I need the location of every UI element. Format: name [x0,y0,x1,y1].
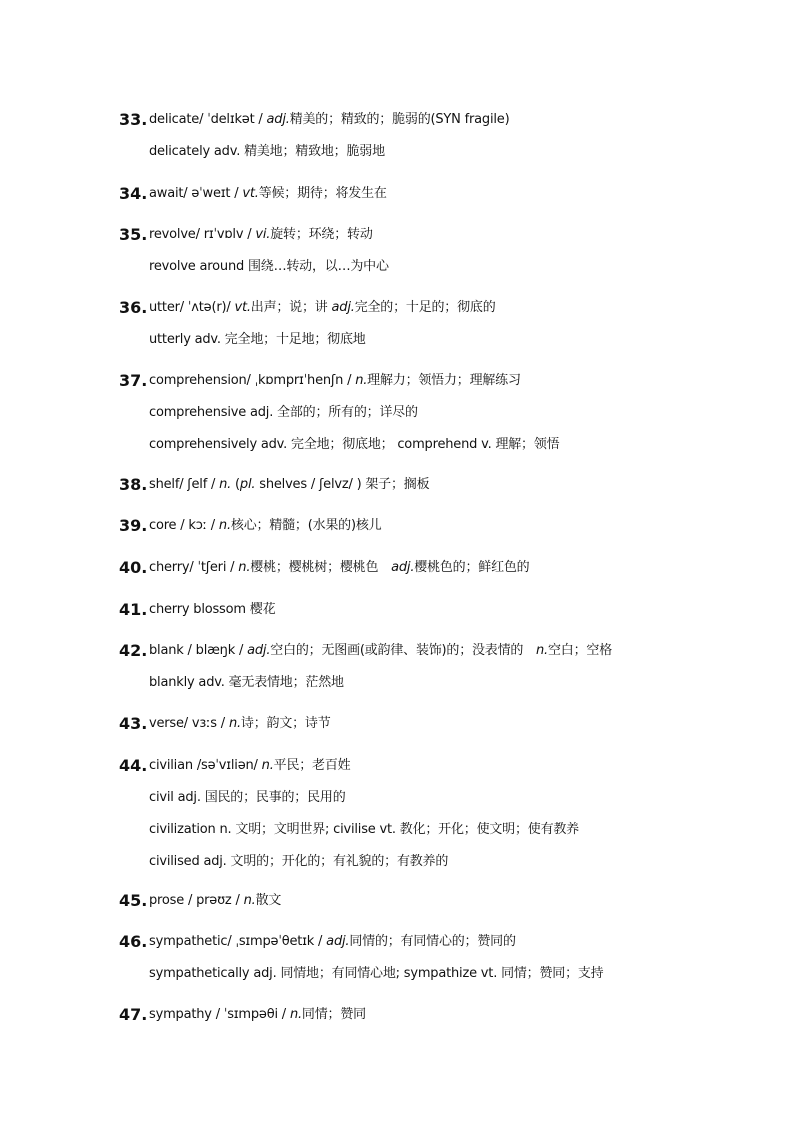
entry-text: comprehension/ ˌkɒmprɪˈhenʃn / [149,373,356,388]
entry-text: cherry/ ˈtʃeri / [149,560,239,575]
entry-text: 同情的；有同情心的；赞同的 [349,934,516,949]
entry-derivative-line [119,853,779,871]
entry-number: 43. [119,714,148,733]
entry-text: utter/ ˈʌtə(r)/ [149,300,235,315]
part-of-speech-label: n. [289,1007,302,1022]
entry-number: 34. [119,184,148,203]
entry-text: 樱桃；樱桃树；樱桃色 [250,560,392,575]
entry-text: blankly adv. 毫无表情地；茫然地 [149,675,344,690]
entry-number: 39. [119,516,148,535]
entry-derivative-line [119,331,779,349]
entry-text: ( [231,477,240,492]
entry-number: 33. [119,110,148,129]
entry-text: sympathetic/ ˌsɪmpəˈθetɪk / [149,934,327,949]
entry-headword-line [119,642,779,660]
entry-text: core / kɔː / [149,518,219,533]
entry-text: blank / blæŋk / [149,643,248,658]
vocab-entry [119,185,779,203]
entry-headword-line [119,892,779,910]
entry-derivative-line [119,674,779,692]
part-of-speech-label: vt. [242,186,259,201]
entry-derivative-line [119,789,779,807]
entry-text: civilised adj. 文明的；开化的；有礼貌的；有教养的 [149,854,449,869]
part-of-speech-label: n. [238,560,251,575]
entry-text: delicately adv. 精美地；精致地；脆弱地 [149,144,385,159]
part-of-speech-label: adj. [391,560,415,575]
entry-text: cherry blossom 樱花 [149,602,276,617]
vocab-entry [119,372,779,454]
part-of-speech-label: vt. [234,300,251,315]
part-of-speech-label: n. [228,716,241,731]
entry-number: 38. [119,475,148,494]
entry-text: civilian /səˈvɪliən/ [149,758,262,773]
entry-text: 空白的；无图画(或韵律、装饰)的；没表情的 [270,643,537,658]
entry-headword-line [119,757,779,775]
entry-text: 旋转；环绕；转动 [270,227,373,242]
entry-text: revolve around 围绕…转动，以…为中心 [149,259,389,274]
entry-text: utterly adv. 完全地；十足地；彻底地 [149,332,366,347]
entry-text: civil adj. 国民的；民事的；民用的 [149,790,346,805]
entry-text: 樱桃色的；鲜红色的 [414,560,530,575]
entry-text: sympathy / ˈsɪmpəθi / [149,1007,290,1022]
vocab-entry [119,517,779,535]
entry-headword-line [119,517,779,535]
entry-text: 同情；赞同 [301,1007,366,1022]
entry-text: prose / prəʊz / [149,893,244,908]
entry-text: 等候；期待；将发生在 [258,186,387,201]
entry-text: civilization n. 文明；文明世界; civilise vt. 教化；开化；使文明；使有教养 [149,822,579,837]
entry-text: 理解力；领悟力；理解练习 [367,373,521,388]
entry-number: 45. [119,891,148,910]
entry-text: shelves / ʃelvz/ ) 架子；搁板 [255,477,430,492]
entry-number: 46. [119,932,148,951]
part-of-speech-label: n. [218,518,231,533]
entry-text: 核心；精髓；(水果的)核儿 [230,518,382,533]
part-of-speech-label: adj. [247,643,271,658]
entry-number: 47. [119,1005,148,1024]
part-of-speech-label: n. [243,893,256,908]
entry-number: 44. [119,756,148,775]
vocab-entry [119,559,779,577]
entry-headword-line [119,559,779,577]
entry-headword-line [119,1006,779,1024]
entry-text: revolve/ rɪˈvɒlv / [149,227,256,242]
entry-number: 37. [119,371,148,390]
vocab-entry [119,642,779,692]
part-of-speech-label: pl. [239,477,256,492]
part-of-speech-label: adj. [331,300,355,315]
part-of-speech-label: n. [536,643,548,658]
vocab-entry [119,715,779,733]
entry-number: 42. [119,641,148,660]
entry-text: 出声；说；讲 [250,300,332,315]
part-of-speech-label: adj. [266,112,290,127]
vocab-entry [119,299,779,349]
entry-text: 散文 [255,893,282,908]
entry-headword-line [119,185,779,203]
entry-number: 35. [119,225,148,244]
entry-derivative-line [119,821,779,839]
entry-number: 36. [119,298,148,317]
entry-number: 40. [119,558,148,577]
entry-text: 完全的；十足的；彻底的 [354,300,496,315]
entry-text: sympathetically adj. 同情地；有同情心地; sympathize vt. 同情；赞同；支持 [149,966,604,981]
entry-derivative-line [119,436,779,454]
entry-text: 平民；老百姓 [273,758,351,773]
entry-text: delicate/ ˈdelɪkət / [149,112,267,127]
entry-derivative-line [119,143,779,161]
entry-derivative-line [119,965,779,983]
entry-text: shelf/ ʃelf / [149,477,220,492]
vocab-entry [119,892,779,910]
entry-headword-line [119,299,779,317]
entry-derivative-line [119,258,779,276]
vocab-entry [119,933,779,983]
entry-number: 41. [119,600,148,619]
entry-text: 精美的；精致的；脆弱的(SYN fragile) [289,112,510,127]
vocab-entry [119,476,779,494]
vocab-entry [119,601,779,619]
entry-text: verse/ vɜːs / [149,716,229,731]
entry-headword-line [119,715,779,733]
entry-headword-line [119,372,779,390]
entry-headword-line [119,111,779,129]
entry-text: await/ əˈweɪt / [149,186,243,201]
part-of-speech-label: n. [261,758,274,773]
part-of-speech-label: adj. [326,934,350,949]
part-of-speech-label: n. [219,477,232,492]
entry-text: 诗；韵文；诗节 [240,716,331,731]
entry-text: comprehensive adj. 全部的；所有的；详尽的 [149,405,418,420]
entry-headword-line [119,226,779,244]
entry-derivative-line [119,404,779,422]
part-of-speech-label: n. [355,373,368,388]
vocab-entry [119,226,779,276]
entry-text: comprehensively adv. 完全地；彻底地； comprehend v. 理解；领悟 [149,437,560,452]
vocab-entry [119,1006,779,1024]
entry-text: 空白；空格 [548,643,613,658]
vocab-entry [119,757,779,871]
part-of-speech-label: vi. [255,227,271,242]
entry-headword-line [119,476,779,494]
entry-headword-line [119,933,779,951]
entry-headword-line [119,601,779,619]
vocab-entry [119,111,779,161]
